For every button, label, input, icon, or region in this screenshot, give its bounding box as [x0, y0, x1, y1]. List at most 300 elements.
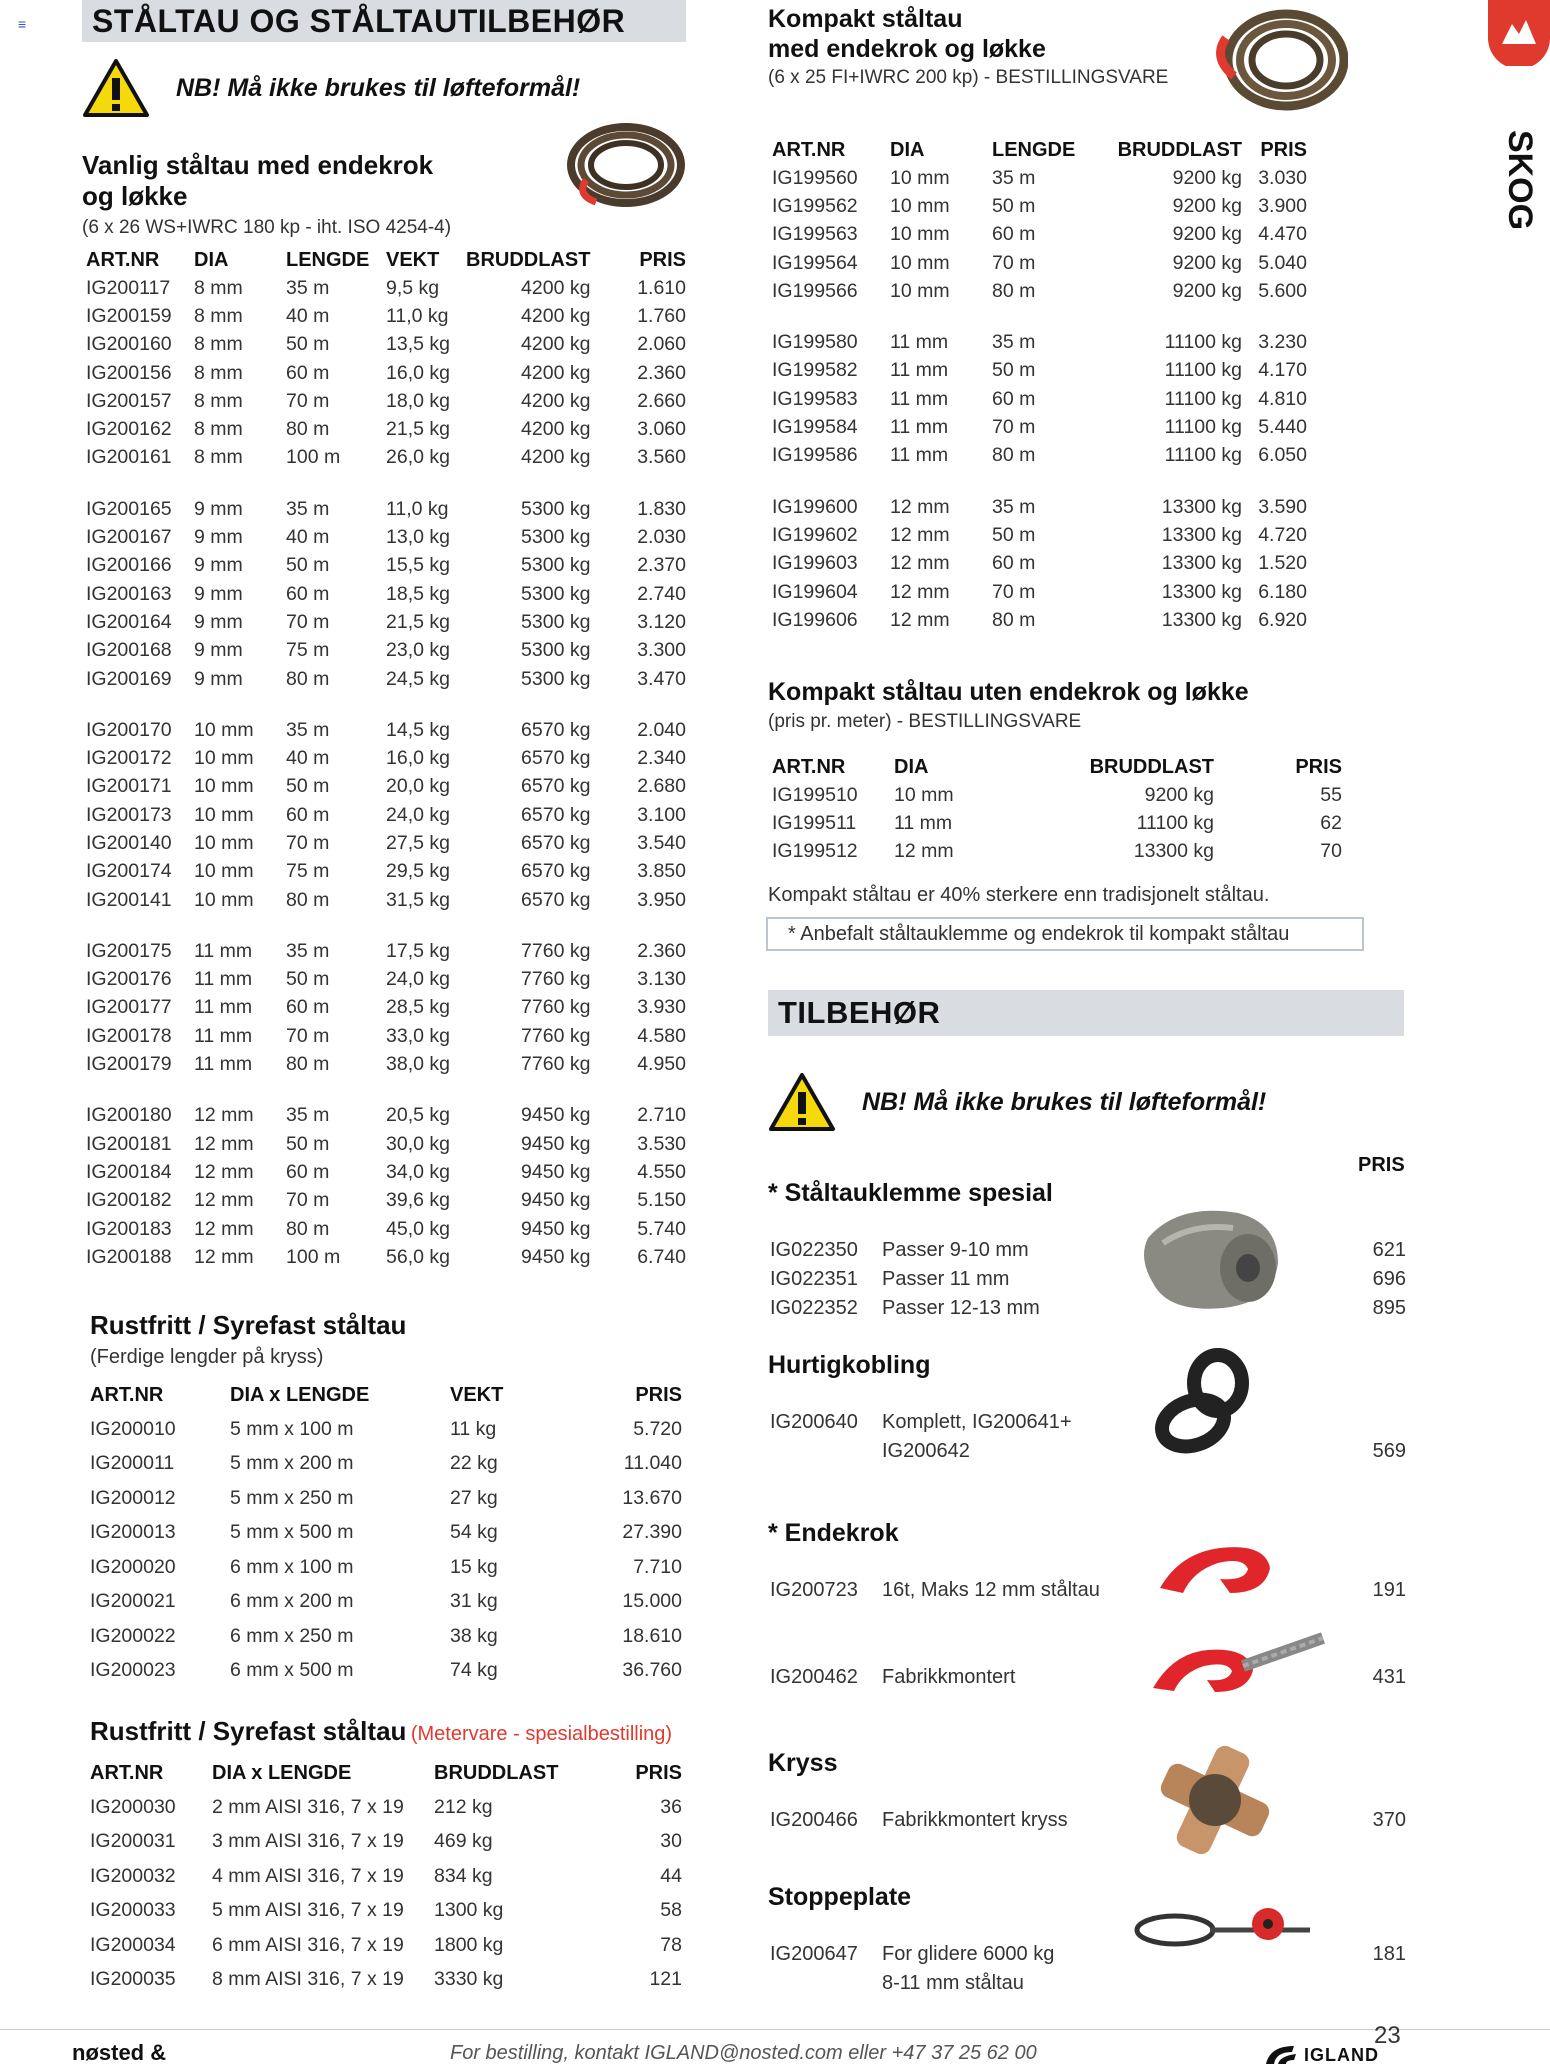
table-cell: 7.710	[633, 1555, 682, 1578]
table-cell: 70 m	[286, 610, 330, 633]
table-cell: 5300 kg	[521, 667, 591, 690]
table-header-row	[772, 136, 1307, 164]
table-cell: 35 m	[992, 166, 1036, 189]
table-cell: 10 mm	[194, 747, 254, 770]
table-cell: IG200020	[90, 1555, 176, 1578]
table-cell: 1.520	[1258, 552, 1307, 575]
table-cell: 2.680	[637, 775, 686, 798]
table-row	[86, 523, 686, 551]
table-cell: 70 m	[992, 251, 1036, 274]
table-cell: IG200032	[90, 1864, 176, 1887]
table-row	[86, 1243, 686, 1271]
table-cell: IG200141	[86, 888, 172, 911]
table-row	[772, 221, 1307, 249]
table-cell: 8 mm	[194, 276, 243, 299]
table-cell: 6.920	[1258, 608, 1307, 631]
table-cell: 11,0 kg	[386, 497, 449, 520]
table-cell: 23,0 kg	[386, 639, 450, 662]
table-cell: 2.660	[637, 389, 686, 412]
column-header: ART.NR	[772, 755, 846, 778]
hurtig-desc-2: IG200642	[882, 1440, 970, 1462]
table-cell: 10 mm	[890, 194, 950, 217]
description: 16t, Maks 12 mm ståltau	[882, 1579, 1100, 1601]
table-cell: 11100 kg	[1164, 444, 1242, 467]
group-spacer	[86, 914, 686, 937]
table-cell: 58	[660, 1899, 682, 1922]
table-cell: 80 m	[286, 888, 330, 911]
table-cell: 36	[660, 1795, 682, 1818]
table-cell: IG200161	[86, 446, 172, 469]
table-header-row	[90, 1756, 682, 1790]
table-cell: 60 m	[286, 803, 330, 826]
table-cell: 9 mm	[194, 497, 243, 520]
table-row	[86, 665, 686, 693]
table-cell: IG200180	[86, 1104, 172, 1127]
table-cell: 11 mm	[194, 968, 253, 991]
table-cell: 70 m	[286, 1189, 330, 1212]
wire-clamp-image	[1128, 1198, 1288, 1318]
table-cell: 3.930	[637, 996, 686, 1019]
table-cell: 29,5 kg	[386, 860, 450, 883]
table-row	[772, 493, 1307, 521]
table-cell: 5300 kg	[521, 497, 591, 520]
table-cell: 12 mm	[894, 840, 954, 863]
column-header: DIA	[894, 755, 929, 778]
table-cell: 8 mm	[194, 304, 243, 327]
table-cell: 12 mm	[890, 552, 950, 575]
description: Passer 12-13 mm	[882, 1297, 1040, 1319]
coiled-rope-image	[566, 120, 686, 210]
art-nr: IG022350	[770, 1239, 858, 1261]
table-row	[86, 1158, 686, 1186]
table-cell: 6570 kg	[521, 831, 591, 854]
table-cell: 10 mm	[194, 831, 254, 854]
table-row	[772, 838, 1342, 866]
table-cell: 7760 kg	[521, 968, 591, 991]
table-cell: IG199511	[772, 811, 857, 834]
table-cell: IG200166	[86, 554, 172, 577]
table-cell: 12 mm	[194, 1160, 254, 1183]
table-cell: 2.740	[637, 582, 686, 605]
stopp-price: 181	[1372, 1943, 1406, 1965]
table-row	[772, 277, 1307, 305]
end-hook-image	[1150, 1528, 1280, 1608]
table-cell: 9 mm	[194, 667, 243, 690]
stopp-desc-1: For glidere 6000 kg	[882, 1943, 1055, 1965]
igland-logo-icon	[1264, 2044, 1298, 2066]
table-cell: IG199566	[772, 279, 858, 302]
table-header-row	[86, 246, 686, 274]
table-cell: 9450 kg	[521, 1245, 591, 1268]
table-cell: 35 m	[286, 718, 330, 741]
table-cell: 100 m	[286, 1245, 341, 1268]
table-cell: 4.170	[1258, 359, 1307, 382]
table-cell: 9 mm	[194, 554, 243, 577]
table-cell: 33,0 kg	[386, 1024, 450, 1047]
table-cell: 469 kg	[434, 1830, 493, 1853]
table-cell: 18.610	[622, 1624, 682, 1647]
table-cell: 11 mm	[890, 387, 949, 410]
igland-logo	[1264, 2044, 1379, 2066]
table-cell: 6570 kg	[521, 718, 591, 741]
table-cell: IG199580	[772, 331, 858, 354]
table-cell: 8 mm AISI 316, 7 x 19	[212, 1968, 404, 1991]
table-cell: 5.600	[1258, 279, 1307, 302]
flag-icon: ≡	[18, 16, 27, 32]
table-cell: 4200 kg	[521, 276, 591, 299]
stop-plate-image	[1130, 1890, 1320, 1960]
table-cell: 80 m	[286, 1217, 330, 1240]
stopp-title: Stoppeplate	[768, 1883, 912, 1911]
table-cell: 12 mm	[890, 523, 950, 546]
table-cell: 4.470	[1258, 223, 1307, 246]
table-cell: 9,5 kg	[386, 276, 440, 299]
table-cell: 7760 kg	[521, 1053, 591, 1076]
table-row	[86, 637, 686, 665]
table-cell: 70 m	[286, 831, 330, 854]
table-row	[86, 1050, 686, 1078]
table-cell: 6 mm x 200 m	[230, 1590, 354, 1613]
table-cell: 24,0 kg	[386, 968, 450, 991]
table-cell: 13300 kg	[1161, 552, 1242, 575]
table-cell: 7760 kg	[521, 939, 591, 962]
table-cell: IG199602	[772, 523, 858, 546]
table-cell: 50 m	[992, 359, 1036, 382]
table-cell: 27,5 kg	[386, 831, 450, 854]
group-spacer	[772, 305, 1307, 328]
page-title: STÅLTAU OG STÅLTAUTILBEHØR	[92, 2, 626, 39]
table-row	[86, 829, 686, 857]
table-cell: 9 mm	[194, 639, 243, 662]
table-cell: 10 mm	[194, 860, 254, 883]
table-cell: 5.740	[637, 1217, 686, 1240]
table-cell: 50 m	[286, 554, 330, 577]
table-row	[86, 966, 686, 994]
table-cell: IG199584	[772, 416, 858, 439]
kompakt2-section	[768, 677, 1249, 734]
column-header: VEKT	[386, 248, 440, 271]
table-row	[90, 1894, 682, 1929]
art-nr: IG200723	[770, 1579, 858, 1601]
table-row	[86, 274, 686, 302]
table-cell: 80 m	[286, 667, 330, 690]
table-cell: 60 m	[286, 582, 330, 605]
table-cell: 35 m	[286, 276, 330, 299]
table-row	[86, 387, 686, 415]
table-row	[86, 937, 686, 965]
kompakt-note: Kompakt ståltau er 40% sterkere enn tradisjonelt ståltau.	[768, 884, 1270, 906]
table-cell: IG200176	[86, 968, 172, 991]
table-row	[772, 385, 1307, 413]
table-cell: 2.370	[637, 554, 686, 577]
table-cell: 4.810	[1258, 387, 1307, 410]
table-cell: 8 mm	[194, 389, 243, 412]
table-cell: 2 mm AISI 316, 7 x 19	[212, 1795, 404, 1818]
table-cell: 12 mm	[194, 1104, 254, 1127]
table-row	[772, 578, 1307, 606]
table-cell: 834 kg	[434, 1864, 493, 1887]
table-cell: IG200023	[90, 1659, 176, 1682]
table-cell: 13300 kg	[1133, 840, 1214, 863]
table-cell: 100 m	[286, 446, 341, 469]
page-number: 23	[1374, 2022, 1401, 2049]
table-cell: 38,0 kg	[386, 1053, 450, 1076]
column-header: PRIS	[635, 1761, 682, 1784]
table-cell: 6570 kg	[521, 775, 591, 798]
table-cell: 7760 kg	[521, 996, 591, 1019]
table-cell: 28,5 kg	[386, 996, 450, 1019]
table-cell: 5300 kg	[521, 610, 591, 633]
table-cell: 12 mm	[194, 1132, 254, 1155]
table-cell: 36.760	[622, 1659, 682, 1682]
warning-text: NB! Må ikke brukes til løfteformål!	[862, 1087, 1267, 1116]
table-row	[90, 1550, 682, 1585]
table-cell: IG200181	[86, 1132, 172, 1155]
table-cell: 14,5 kg	[386, 718, 450, 741]
table-cell: 26,0 kg	[386, 446, 450, 469]
table-cell: 4200 kg	[521, 361, 591, 384]
table-cell: IG200173	[86, 803, 172, 826]
table-cell: 3 mm AISI 316, 7 x 19	[212, 1830, 404, 1853]
table-row	[86, 495, 686, 523]
table-cell: 10 mm	[890, 279, 950, 302]
table-cell: 35 m	[286, 939, 330, 962]
kompakt-section	[768, 4, 1168, 90]
table-cell: IG199560	[772, 166, 858, 189]
hurtig-art: IG200640	[770, 1411, 858, 1433]
table-cell: IG200031	[90, 1830, 176, 1853]
table-cell: 1300 kg	[434, 1899, 504, 1922]
table-cell: 40 m	[286, 526, 330, 549]
table-cell: 10 mm	[890, 166, 950, 189]
table-row	[772, 781, 1342, 809]
table-cell: 60 m	[992, 223, 1036, 246]
table-cell: 35 m	[286, 497, 330, 520]
vanlig-spec: (6 x 26 WS+IWRC 180 kp - iht. ISO 4254-4)	[82, 217, 452, 238]
table-cell: 10 mm	[194, 803, 254, 826]
table-cell: IG200171	[86, 775, 172, 798]
table-cell: IG200169	[86, 667, 172, 690]
table-cell: IG199582	[772, 359, 858, 382]
table-cell: 9200 kg	[1144, 783, 1214, 806]
kryss-price: 370	[1372, 1809, 1406, 1831]
table-cell: 3.230	[1258, 331, 1307, 354]
table-cell: 21,5 kg	[386, 610, 450, 633]
table-cell: 7760 kg	[521, 1024, 591, 1047]
table-cell: 12 mm	[890, 495, 950, 518]
table-cell: IG200035	[90, 1968, 176, 1991]
table-cell: 54 kg	[450, 1521, 498, 1544]
table-cell: 6 mm x 500 m	[230, 1659, 354, 1682]
table-cell: 39,6 kg	[386, 1189, 450, 1212]
table-cell: 6.740	[637, 1245, 686, 1268]
table-cell: 3.100	[637, 803, 686, 826]
table-cell: 5300 kg	[521, 582, 591, 605]
table-row	[772, 164, 1307, 192]
table-cell: 2.360	[637, 939, 686, 962]
table-cell: 9 mm	[194, 582, 243, 605]
table-cell: IG200022	[90, 1624, 176, 1647]
table-cell: 13300 kg	[1161, 580, 1242, 603]
table-row	[90, 1447, 682, 1482]
column-header: PRIS	[1260, 138, 1307, 161]
column-header: DIA x LENGDE	[212, 1761, 352, 1784]
table-cell: 3.850	[637, 860, 686, 883]
table-cell: 11,0 kg	[386, 304, 449, 327]
table-cell: 15.000	[622, 1590, 682, 1613]
table-cell: IG199600	[772, 495, 858, 518]
column-header: ART.NR	[86, 248, 160, 271]
table-cell: 22 kg	[450, 1452, 498, 1475]
table-cell: 6570 kg	[521, 803, 591, 826]
price: 191	[1372, 1579, 1406, 1601]
table-cell: 4.720	[1258, 523, 1307, 546]
kompakt-title-1: Kompakt ståltau	[768, 5, 963, 33]
table-cell: 44	[660, 1864, 682, 1887]
table-cell: 2.360	[637, 361, 686, 384]
column-header: PRIS	[639, 248, 686, 271]
footer-brand: nøsted &	[72, 2040, 167, 2065]
mounted-hook-image	[1148, 1618, 1338, 1718]
recommendation-text: * Anbefalt ståltauklemme og endekrok til kompakt ståltau	[788, 923, 1290, 945]
table-cell: 80 m	[286, 1053, 330, 1076]
table-cell: 20,5 kg	[386, 1104, 450, 1127]
table-cell: 17,5 kg	[386, 939, 450, 962]
recommendation-box	[766, 917, 1364, 951]
table-cell: 11 mm	[194, 996, 253, 1019]
tilbehor-title: TILBEHØR	[778, 995, 941, 1030]
skog-logo-icon	[1488, 0, 1550, 66]
column-header: BRUDDLAST	[1089, 755, 1214, 778]
table-cell: 4200 kg	[521, 304, 591, 327]
table-cell: 6 mm AISI 316, 7 x 19	[212, 1933, 404, 1956]
table-cell: 11100 kg	[1164, 387, 1242, 410]
table-row	[86, 302, 686, 330]
table-cell: IG200178	[86, 1024, 172, 1047]
column-header: BRUDDLAST	[1117, 138, 1242, 161]
table-cell: 6570 kg	[521, 888, 591, 911]
table-cell: 3.300	[637, 639, 686, 662]
table-cell: 121	[649, 1968, 682, 1991]
table-cell: 31,5 kg	[386, 888, 450, 911]
table-row	[86, 1022, 686, 1050]
table-row	[772, 357, 1307, 385]
table-cell: 10 mm	[894, 783, 954, 806]
kryss-title: Kryss	[768, 1749, 838, 1777]
kryss-row	[770, 1806, 1406, 1835]
warning-icon	[768, 1072, 836, 1132]
table-cell: 5 mm x 500 m	[230, 1521, 354, 1544]
table-cell: 60 m	[992, 387, 1036, 410]
table-cell: IG200162	[86, 418, 172, 441]
table-row	[86, 1187, 686, 1215]
table-header-row	[90, 1378, 682, 1412]
table-cell: IG200117	[86, 276, 171, 299]
table-cell: 5 mm x 250 m	[230, 1486, 354, 1509]
table-cell: 15,5 kg	[386, 554, 450, 577]
table-cell: 9450 kg	[521, 1104, 591, 1127]
table-cell: 74 kg	[450, 1659, 498, 1682]
table-cell: 12 mm	[194, 1217, 254, 1240]
vanlig-table	[86, 246, 686, 1272]
rustfritt2-section	[90, 1716, 672, 1747]
table-cell: 60 m	[286, 1160, 330, 1183]
table-cell: 6 mm x 250 m	[230, 1624, 354, 1647]
table-cell: 80 m	[992, 444, 1036, 467]
table-cell: IG200156	[86, 361, 172, 384]
column-header: PRIS	[635, 1383, 682, 1406]
table-row	[90, 1825, 682, 1860]
table-row	[86, 744, 686, 772]
table-cell: 80 m	[286, 418, 330, 441]
table-cell: IG200157	[86, 389, 172, 412]
group-spacer	[772, 470, 1307, 493]
table-row	[772, 550, 1307, 578]
table-row	[86, 331, 686, 359]
igland-text: IGLAND	[1304, 2044, 1379, 2065]
kryss-desc: Fabrikkmontert kryss	[882, 1809, 1068, 1831]
art-nr: IG200462	[770, 1666, 858, 1688]
table-cell: IG199583	[772, 387, 858, 410]
table-cell: IG200021	[90, 1590, 176, 1613]
table-cell: 5300 kg	[521, 554, 591, 577]
table-header-row	[772, 753, 1342, 781]
rustfritt1-title: Rustfritt / Syrefast ståltau	[90, 1310, 407, 1340]
table-cell: IG200140	[86, 831, 172, 854]
table-row	[86, 1215, 686, 1243]
table-cell: 1.610	[637, 276, 686, 299]
table-cell: 78	[660, 1933, 682, 1956]
table-cell: 24,5 kg	[386, 667, 450, 690]
table-cell: 11 mm	[890, 416, 949, 439]
table-cell: 75 m	[286, 860, 330, 883]
table-cell: 18,0 kg	[386, 389, 450, 412]
table-cell: 40 m	[286, 747, 330, 770]
warning-text: NB! Må ikke brukes til løfteformål!	[176, 73, 581, 102]
table-cell: 38 kg	[450, 1624, 498, 1647]
table-cell: 5 mm AISI 316, 7 x 19	[212, 1899, 404, 1922]
table-cell: 5 mm x 100 m	[230, 1417, 354, 1440]
table-cell: IG199604	[772, 580, 858, 603]
table-row	[90, 1963, 682, 1998]
table-cell: IG199586	[772, 444, 858, 467]
table-cell: 11100 kg	[1164, 359, 1242, 382]
description: Passer 11 mm	[882, 1268, 1010, 1290]
table-cell: IG200165	[86, 497, 172, 520]
table-cell: 11 mm	[890, 444, 949, 467]
table-cell: 50 m	[286, 968, 330, 991]
footer-line	[0, 2029, 1550, 2030]
group-spacer	[86, 693, 686, 716]
table-cell: 62	[1320, 811, 1342, 834]
table-row	[90, 1481, 682, 1516]
rustfritt2-title: Rustfritt / Syrefast ståltau	[90, 1716, 407, 1746]
column-header: DIA	[194, 248, 229, 271]
table-cell: 3.470	[637, 667, 686, 690]
table-cell: 10 mm	[890, 251, 950, 274]
stopp-desc-2: 8-11 mm ståltau	[882, 1972, 1024, 1994]
rustfritt2-table	[90, 1756, 682, 1997]
table-cell: 9200 kg	[1172, 223, 1242, 246]
rustfritt1-table	[90, 1378, 682, 1688]
table-row	[86, 773, 686, 801]
group-spacer	[86, 472, 686, 495]
table-cell: 80 m	[992, 279, 1036, 302]
table-cell: 50 m	[286, 1132, 330, 1155]
rustfritt1-sub: (Ferdige lengder på kryss)	[90, 1346, 324, 1368]
group-spacer	[86, 1079, 686, 1102]
endekrok-title: * Endekrok	[768, 1519, 899, 1547]
